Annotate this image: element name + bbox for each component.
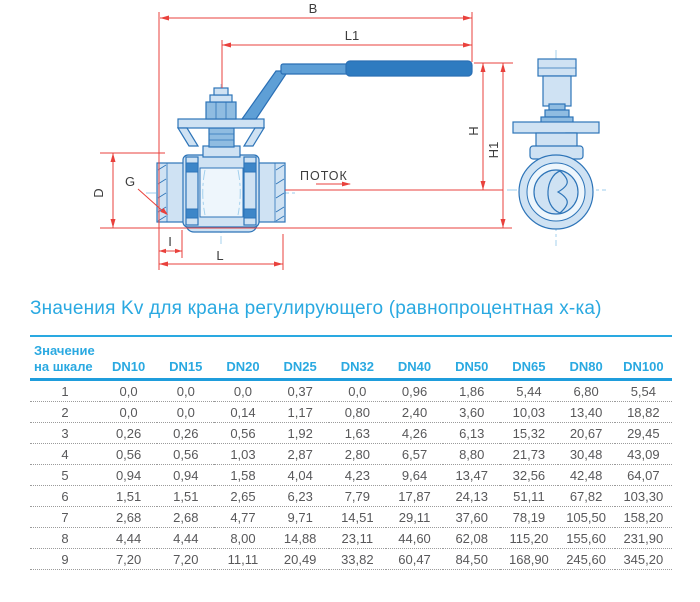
kv-value: 231,90 <box>615 528 672 549</box>
kv-value: 0,14 <box>214 402 271 423</box>
valve-left-end-cap <box>157 163 184 222</box>
kv-value: 33,82 <box>329 549 386 570</box>
kv-value: 78,19 <box>500 507 557 528</box>
scale-value: 7 <box>30 507 100 528</box>
kv-value: 1,03 <box>214 444 271 465</box>
scale-value: 9 <box>30 549 100 570</box>
kv-value: 9,64 <box>386 465 443 486</box>
kv-value: 1,92 <box>272 423 329 444</box>
table-row <box>30 549 672 570</box>
kv-value: 8,00 <box>214 528 271 549</box>
kv-value: 20,67 <box>558 423 615 444</box>
kv-value: 105,50 <box>558 507 615 528</box>
kv-value: 4,44 <box>157 528 214 549</box>
end-view-body-circles <box>519 155 593 229</box>
valve-end-view <box>507 50 606 246</box>
kv-value: 2,68 <box>157 507 214 528</box>
dimension-annotations <box>91 1 513 270</box>
dimension-I <box>159 234 182 253</box>
kv-value: 64,07 <box>615 465 672 486</box>
table-row <box>30 402 672 423</box>
dimension-label-g: G <box>124 174 136 189</box>
table-row <box>30 444 672 465</box>
handle-grip <box>346 61 472 76</box>
kv-value: 6,13 <box>443 423 500 444</box>
kv-value: 0,56 <box>214 423 271 444</box>
valve-technical-drawing <box>0 0 700 292</box>
valve-handle <box>242 61 472 119</box>
scale-value: 5 <box>30 465 100 486</box>
table-row <box>30 486 672 507</box>
column-header-dn15: DN15 <box>169 359 203 375</box>
kv-value: 24,13 <box>443 486 500 507</box>
column-header-dn32: DN32 <box>340 359 374 375</box>
kv-value: 1,58 <box>214 465 271 486</box>
kv-value: 43,09 <box>615 444 672 465</box>
kv-value: 2,65 <box>214 486 271 507</box>
scale-value: 4 <box>30 444 100 465</box>
kv-value: 0,56 <box>100 444 157 465</box>
kv-value: 0,94 <box>100 465 157 486</box>
scale-header-line1: Значение <box>34 343 95 358</box>
kv-value: 15,32 <box>500 423 557 444</box>
table-row <box>30 380 672 402</box>
dimension-B <box>160 1 472 21</box>
scale-value: 2 <box>30 402 100 423</box>
kv-table-body <box>30 380 672 570</box>
column-header-dn10: DN10 <box>111 359 146 375</box>
end-view-handle-tip <box>538 59 576 106</box>
kv-value: 23,11 <box>329 528 386 549</box>
scale-header-line2: на шкале <box>34 358 93 374</box>
handle-arm <box>242 71 288 119</box>
dimension-label-b: B <box>308 1 318 16</box>
kv-value: 44,60 <box>386 528 443 549</box>
valve-side-view <box>146 61 472 244</box>
kv-value: 158,20 <box>615 507 672 528</box>
kv-value: 345,20 <box>615 549 672 570</box>
end-view-neck <box>536 133 577 147</box>
kv-value: 4,26 <box>386 423 443 444</box>
kv-value: 67,82 <box>558 486 615 507</box>
kv-value: 168,90 <box>500 549 557 570</box>
dimension-label-h: H <box>466 126 481 136</box>
kv-value: 11,11 <box>214 549 271 570</box>
kv-value: 1,51 <box>157 486 214 507</box>
kv-table-header-row <box>30 336 672 380</box>
kv-value: 5,54 <box>615 380 672 402</box>
kv-value: 7,79 <box>329 486 386 507</box>
kv-value: 0,0 <box>329 380 386 402</box>
handle-bar <box>281 64 349 74</box>
column-header-dn65: DN65 <box>512 359 546 375</box>
kv-value: 3,60 <box>443 402 500 423</box>
dimension-label-i: I <box>168 234 172 249</box>
table-row <box>30 465 672 486</box>
flow-label: ПОТОК <box>300 169 348 183</box>
dimension-label-d: D <box>91 188 106 198</box>
kv-value: 5,44 <box>500 380 557 402</box>
kv-value: 7,20 <box>157 549 214 570</box>
kv-value: 2,80 <box>329 444 386 465</box>
kv-value: 32,56 <box>500 465 557 486</box>
kv-value: 1,17 <box>272 402 329 423</box>
dimension-D <box>91 153 116 228</box>
kv-value: 84,50 <box>443 549 500 570</box>
kv-value: 14,88 <box>272 528 329 549</box>
kv-value: 0,0 <box>100 380 157 402</box>
dimension-label-l: L <box>216 248 224 263</box>
kv-value: 2,68 <box>100 507 157 528</box>
end-view-stem <box>541 104 573 123</box>
kv-value: 17,87 <box>386 486 443 507</box>
kv-value: 0,26 <box>100 423 157 444</box>
kv-value: 4,04 <box>272 465 329 486</box>
valve-stem-assembly <box>178 88 264 157</box>
kv-value: 245,60 <box>558 549 615 570</box>
kv-value: 0,37 <box>272 380 329 402</box>
column-header-dn100: DN100 <box>623 359 664 375</box>
kv-value: 29,11 <box>386 507 443 528</box>
valve-right-end-cap <box>259 163 285 222</box>
scale-column-header <box>30 336 100 380</box>
kv-value: 0,80 <box>329 402 386 423</box>
scale-value: 3 <box>30 423 100 444</box>
column-header-dn20: DN20 <box>226 359 260 375</box>
kv-value: 0,0 <box>157 402 214 423</box>
kv-value: 10,03 <box>500 402 557 423</box>
kv-value: 0,96 <box>386 380 443 402</box>
scale-value: 6 <box>30 486 100 507</box>
scale-value: 8 <box>30 528 100 549</box>
kv-value: 21,73 <box>500 444 557 465</box>
kv-value: 6,80 <box>558 380 615 402</box>
dimension-H <box>466 63 486 190</box>
kv-value: 0,0 <box>214 380 271 402</box>
table-row <box>30 423 672 444</box>
dimension-label-l1: L1 <box>344 28 360 43</box>
kv-value: 60,47 <box>386 549 443 570</box>
kv-value: 0,26 <box>157 423 214 444</box>
kv-value: 7,20 <box>100 549 157 570</box>
kv-value: 8,80 <box>443 444 500 465</box>
kv-value: 2,87 <box>272 444 329 465</box>
kv-value: 1,63 <box>329 423 386 444</box>
kv-value: 4,77 <box>214 507 271 528</box>
kv-value: 0,0 <box>157 380 214 402</box>
kv-value: 155,60 <box>558 528 615 549</box>
table-row <box>30 528 672 549</box>
kv-value: 103,30 <box>615 486 672 507</box>
kv-value: 6,23 <box>272 486 329 507</box>
kv-value: 13,47 <box>443 465 500 486</box>
kv-value: 1,86 <box>443 380 500 402</box>
kv-value: 0,0 <box>100 402 157 423</box>
kv-value: 1,51 <box>100 486 157 507</box>
kv-value: 29,45 <box>615 423 672 444</box>
kv-value: 115,20 <box>500 528 557 549</box>
kv-value: 13,40 <box>558 402 615 423</box>
kv-value: 51,11 <box>500 486 557 507</box>
kv-value: 9,71 <box>272 507 329 528</box>
page-title: Значения Kv для крана регулирующего (равнопроцентная х-ка) <box>30 298 602 319</box>
kv-value: 4,23 <box>329 465 386 486</box>
kv-value: 37,60 <box>443 507 500 528</box>
valve-ball-window <box>200 168 243 217</box>
kv-value: 30,48 <box>558 444 615 465</box>
kv-value: 42,48 <box>558 465 615 486</box>
kv-value: 14,51 <box>329 507 386 528</box>
dimension-label-h1: H1 <box>486 141 501 159</box>
end-view-flange <box>513 122 599 133</box>
column-header-dn40: DN40 <box>397 359 432 375</box>
flow-annotation <box>300 169 351 186</box>
dimension-H1 <box>486 63 506 228</box>
kv-value: 2,40 <box>386 402 443 423</box>
kv-value: 62,08 <box>443 528 500 549</box>
kv-value: 0,94 <box>157 465 214 486</box>
dimension-L1 <box>222 28 472 48</box>
column-header-dn80: DN80 <box>569 359 603 375</box>
kv-table <box>30 335 672 570</box>
kv-value: 18,82 <box>615 402 672 423</box>
table-row <box>30 507 672 528</box>
scale-value: 1 <box>30 380 100 402</box>
column-header-dn25: DN25 <box>283 359 317 375</box>
kv-value: 0,56 <box>157 444 214 465</box>
kv-value: 6,57 <box>386 444 443 465</box>
column-header-dn50: DN50 <box>455 359 489 375</box>
kv-value: 4,44 <box>100 528 157 549</box>
kv-value: 20,49 <box>272 549 329 570</box>
